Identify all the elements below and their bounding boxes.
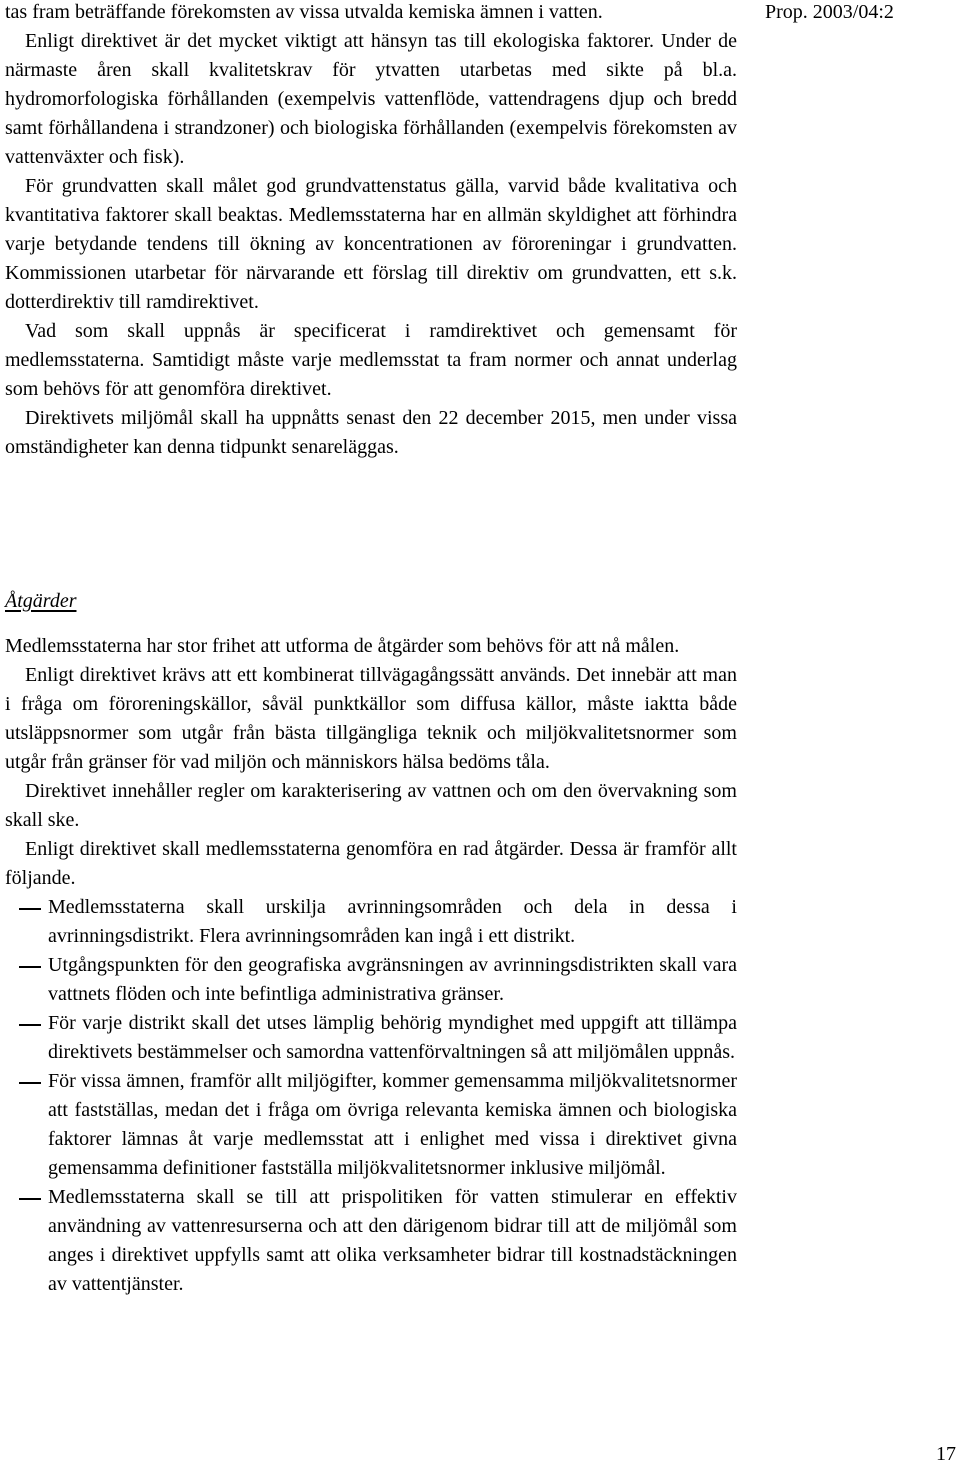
page-number: 17 <box>936 1443 956 1465</box>
paragraph-deadline: Direktivets miljömål skall ha uppnåtts senast den 22 december 2015, men under vissa omständigheter kan denna tidpunkt senareläggas. <box>5 407 737 458</box>
section-heading: Åtgärder <box>5 590 77 612</box>
paragraph-combined-approach: Enligt direktivet krävs att ett kombinerat tillvägagångssätt används. Det innebär att man i fråga om föroreningskällor, såväl punktkällor som diffusa källor, måste iaktta både utsläppsnormer som utgår från bästa tillgängliga teknik och miljökvalitetsnormer som utgår från gränser för vad miljön och människors hälsa bedöms tåla. <box>5 664 737 773</box>
paragraph-continued: tas fram beträffande förekomsten av vissa utvalda kemiska ämnen i vatten. <box>5 1 603 23</box>
paragraph-framework-directive: Vad som skall uppnås är specificerat i ramdirektivet och gemensamt för medlemsstaterna. Samtidigt måste varje medlemsstat ta fram normer och annat underlag som behövs för att genomföra direktivet. <box>5 320 737 400</box>
proposition-reference: Prop. 2003/04:2 <box>765 1 894 23</box>
list-item: Utgångspunkten för den geografiska avgränsningen av avrinningsdistrikten skall vara vattnets flöden och inte befintliga administrativa gränser. <box>48 954 737 1005</box>
intro-text-block <box>5 0 737 462</box>
paragraph-characterisation: Direktivet innehåller regler om karakterisering av vattnen och om den övervakning som skall ske. <box>5 780 737 831</box>
list-item: Medlemsstaterna skall se till att prispolitiken för vatten stimulerar en effektiv användning av vattenresurserna och att den därigenom bidrar till att de miljömål som anges i direktivet uppfylls samt att olika verksamheter bidrar till kostnadstäckningen av vattentjänster. <box>48 1186 737 1295</box>
measures-list <box>5 893 737 1299</box>
paragraph-groundwater: För grundvatten skall målet god grundvattenstatus gälla, varvid både kvalitativa och kvantitativa faktorer skall beaktas. Medlemsstaterna har en allmän skyldighet att förhindra varje betydande tendens till ökning av koncentrationen av föroreningar i grundvatten. Kommissionen utarbetar för närvarande ett förslag till direktiv om grundvatten, ett s.k. dotterdirektiv till ramdirektivet. <box>5 175 737 313</box>
paragraph-freedom: Medlemsstaterna har stor frihet att utforma de åtgärder som behövs för att nå målen. <box>5 635 680 657</box>
list-item: För varje distrikt skall det utses lämplig behörig myndighet med uppgift att tillämpa direktivets bestämmelser och samordna vattenförvaltningen så att miljömålen uppnås. <box>48 1012 737 1063</box>
list-item: Medlemsstaterna skall urskilja avrinningsområden och dela in dessa i avrinningsdistrikt. Flera avrinningsområden kan ingå i ett distrikt. <box>48 896 737 947</box>
list-item: För vissa ämnen, framför allt miljögifter, kommer gemensamma miljökvalitetsnormer att fastställas, medan det i fråga om övriga relevanta kemiska ämnen och biologiska faktorer lämnas åt varje medlemsstat att i enlighet med vissa i direktivet givna gemensamma definitioner fastställa miljökvalitetsnormer inklusive miljömål. <box>48 1070 737 1179</box>
paragraph-ecological-factors: Enligt direktivet är det mycket viktigt att hänsyn tas till ekologiska faktorer. Under de närmaste åren skall kvalitetskrav för ytvatten utarbetas med sikte på bl.a. hydromorfologiska förhållanden (exempelvis vattenflöde, vattendragens djup och bredd samt förhållandena i strandzoner) och biologiska förhållanden (exempelvis förekomsten av vattenväxter och fisk). <box>5 30 737 168</box>
paragraph-measures-intro: Enligt direktivet skall medlemsstaterna genomföra en rad åtgärder. Dessa är framför allt följande. <box>5 838 737 889</box>
measures-text-block <box>5 632 737 1299</box>
